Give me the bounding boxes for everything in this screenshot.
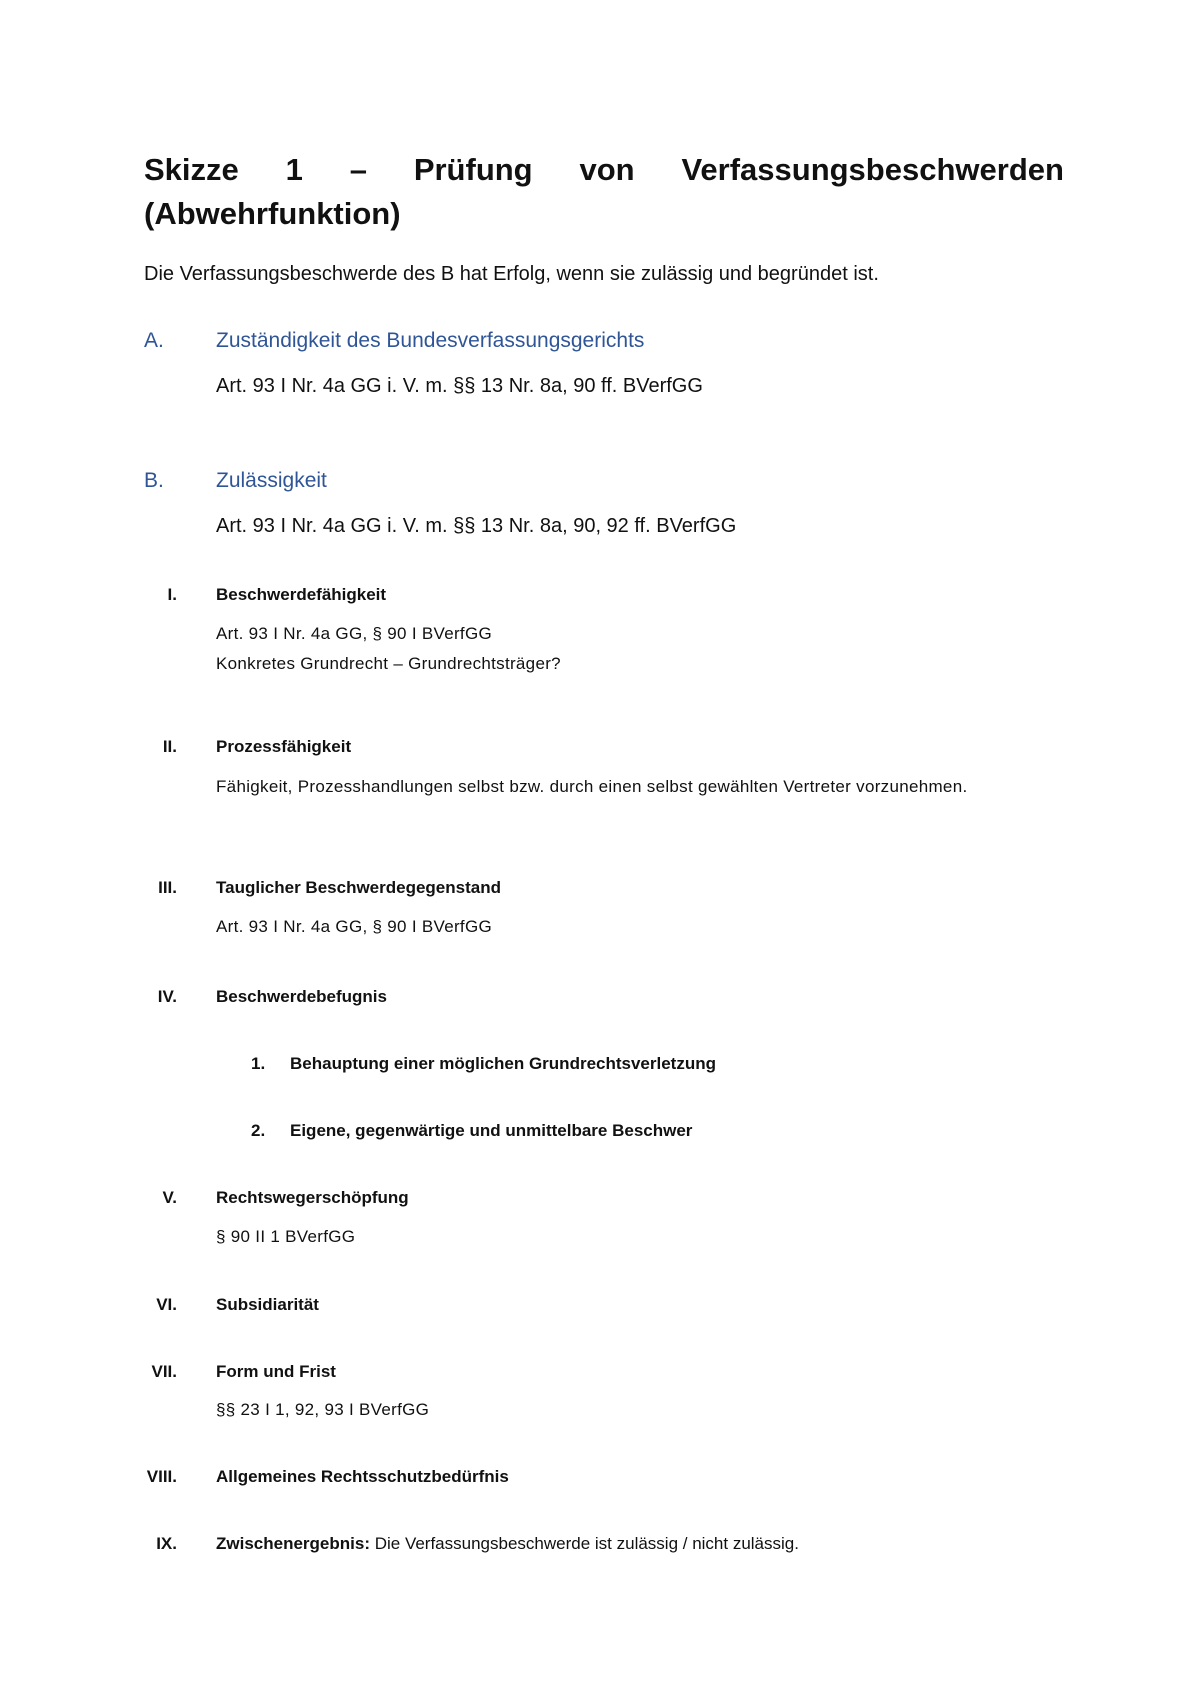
item-title-form-und-frist: Form und Frist [216,1362,336,1381]
item-number: V. [162,1188,177,1207]
subitem-number: 1. [251,1054,266,1073]
section-b-citation: Art. 93 I Nr. 4a GG i. V. m. §§ 13 Nr. 8a, 90, 92 ff. BVerfGG [216,515,737,537]
item-title-beschwerdegegenstand: Tauglicher Beschwerdegegenstand [216,878,501,897]
item-text: Art. 93 I Nr. 4a GG, § 90 I BVerfGG [216,624,493,643]
title-word: – [349,152,367,187]
item-paragraph: Fähigkeit, Prozesshandlungen selbst bzw. durch einen selbst gewählten Vertreter vorzunehmen. [216,777,968,796]
item-number: VII. [151,1362,177,1381]
section-a-label: A. [144,329,164,352]
item-text: §§ 23 I 1, 92, 93 I BVerfGG [216,1400,430,1419]
item-title-beschwerdebefugnis: Beschwerdebefugnis [216,987,387,1006]
item-number: III. [158,878,177,897]
intro-text: Die Verfassungsbeschwerde des B hat Erfolg, wenn sie zulässig und begründet ist. [144,263,879,285]
section-b-label: B. [144,469,164,492]
zwischenergebnis-text: Die Verfassungsbeschwerde ist zulässig / nicht zulässig. [369,1534,799,1553]
item-text: Art. 93 I Nr. 4a GG, § 90 I BVerfGG [216,917,493,936]
subitem-number: 2. [251,1121,266,1140]
item-number: IV. [157,987,177,1006]
zwischenergebnis-label: Zwischenergebnis: [216,1534,370,1553]
item-title-rechtswegerschoepfung: Rechtswegerschöpfung [216,1188,409,1207]
section-b-title: Zulässigkeit [216,469,327,492]
title-word: Skizze [144,152,239,187]
item-number: VIII. [146,1467,177,1486]
section-a-citation: Art. 93 I Nr. 4a GG i. V. m. §§ 13 Nr. 8a, 90 ff. BVerfGG [216,375,703,397]
item-number: IX. [156,1534,177,1553]
item-title-prozessfaehigkeit: Prozessfähigkeit [216,737,352,756]
item-title-beschwerdefaehigkeit: Beschwerdefähigkeit [216,585,387,604]
page-title [144,148,1064,236]
title-line-2: (Abwehrfunktion) [144,196,401,231]
item-title-subsidiaritaet: Subsidiarität [216,1295,319,1314]
title-line-1 [144,148,1064,192]
item-number: II. [162,737,177,756]
subitem-title: Behauptung einer möglichen Grundrechtsverletzung [290,1054,716,1073]
subitem-title: Eigene, gegenwärtige und unmittelbare Beschwer [290,1121,693,1140]
title-word: von [579,152,635,187]
item-text: § 90 II 1 BVerfGG [216,1227,356,1246]
item-zwischenergebnis [216,1534,799,1554]
title-word: Verfassungsbeschwerden [681,152,1064,187]
title-word: 1 [285,152,303,187]
item-title-rechtsschutzbeduerfnis: Allgemeines Rechtsschutzbedürfnis [216,1467,509,1486]
item-number: VI. [156,1295,177,1314]
section-a-title: Zuständigkeit des Bundesverfassungsgerichts [216,329,645,352]
item-text: Konkretes Grundrecht – Grundrechtsträger? [216,654,561,673]
item-number: I. [167,585,177,604]
title-word: Prüfung [413,152,533,187]
